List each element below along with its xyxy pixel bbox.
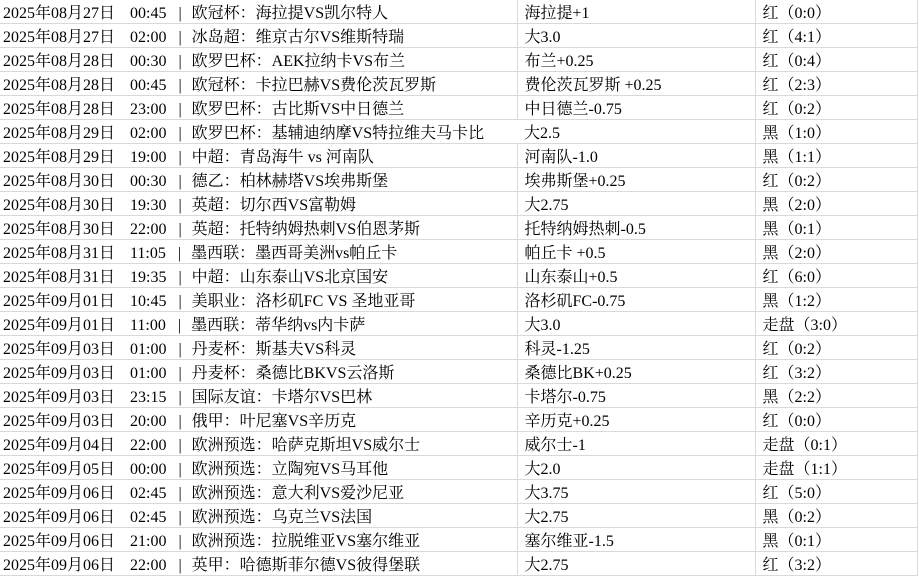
handicap-cell[interactable]: 辛历克+0.25 (517, 408, 755, 432)
match-name: 俄甲：叶尼塞VS辛历克 (191, 413, 357, 430)
handicap-cell[interactable]: 科灵-1.25 (517, 336, 755, 360)
table-row (0, 480, 917, 504)
match-name: 丹麦杯：斯基夫VS科灵 (191, 341, 357, 358)
match-info-cell[interactable] (0, 192, 517, 216)
handicap-cell[interactable]: 海拉提+1 (517, 0, 755, 24)
match-date: 2025年09月03日 (3, 389, 116, 406)
match-name: 英超：托特纳姆热刺VS伯恩茅斯 (191, 221, 421, 238)
match-date: 2025年09月06日 (3, 557, 116, 574)
handicap-cell[interactable]: 山东泰山+0.5 (517, 264, 755, 288)
result-cell[interactable]: 红（0:0） (755, 0, 917, 24)
match-time: 01:00 (130, 341, 167, 358)
separator: | (178, 149, 182, 166)
match-time: 00:30 (130, 53, 167, 70)
match-time: 19:35 (130, 269, 167, 286)
match-date: 2025年09月03日 (3, 413, 116, 430)
separator: | (178, 221, 182, 238)
separator: | (178, 413, 182, 430)
match-date: 2025年09月06日 (3, 533, 116, 550)
table-row (0, 504, 917, 528)
table-row (0, 48, 917, 72)
separator: | (178, 509, 182, 526)
match-info-cell[interactable] (0, 480, 517, 504)
match-name: 德乙：柏林赫塔VS埃弗斯堡 (191, 173, 389, 190)
match-date: 2025年08月29日 (3, 149, 116, 166)
match-name: 英超：切尔西VS富勒姆 (191, 197, 357, 214)
table-row (0, 360, 917, 384)
match-date: 2025年09月04日 (3, 437, 116, 454)
separator: | (178, 77, 182, 94)
table-row (0, 96, 917, 120)
match-time: 19:30 (130, 197, 167, 214)
match-time: 11:05 (130, 245, 166, 262)
separator: | (178, 269, 182, 286)
separator: | (177, 317, 182, 334)
table-row (0, 168, 917, 192)
match-info-cell[interactable] (0, 456, 517, 480)
handicap-cell[interactable]: 中日德兰-0.75 (517, 96, 755, 120)
match-info-cell[interactable] (0, 432, 517, 456)
match-time: 23:15 (130, 389, 167, 406)
table-row (0, 240, 917, 264)
match-time: 11:00 (130, 317, 166, 334)
match-info-cell[interactable] (0, 528, 517, 552)
separator: | (178, 365, 182, 382)
separator: | (178, 437, 182, 454)
separator: | (178, 485, 182, 502)
separator: | (178, 101, 182, 118)
separator: | (177, 245, 182, 262)
match-time: 00:45 (130, 77, 167, 94)
match-name: 欧罗巴杯：基辅迪纳摩VS特拉维夫马卡比 (191, 125, 485, 142)
table-row (0, 24, 917, 48)
table-row (0, 456, 917, 480)
result-cell[interactable]: 红（6:0） (755, 264, 917, 288)
match-time: 01:00 (130, 365, 167, 382)
match-time: 22:00 (130, 437, 167, 454)
match-name: 欧冠杯：卡拉巴赫VS费伦茨瓦罗斯 (191, 77, 437, 94)
match-name: 冰岛超：维京古尔VS维斯特瑞 (191, 29, 405, 46)
match-name: 丹麦杯：桑德比BKVS云洛斯 (191, 365, 395, 382)
handicap-cell[interactable]: 大3.0 (517, 24, 755, 48)
table-row (0, 120, 917, 144)
match-info-cell[interactable] (0, 24, 517, 48)
match-name: 欧洲预选：立陶宛VS马耳他 (191, 461, 389, 478)
table-row (0, 144, 917, 168)
match-time: 23:00 (130, 101, 167, 118)
table-row (0, 264, 917, 288)
match-time: 19:00 (130, 149, 167, 166)
handicap-cell[interactable]: 桑德比BK+0.25 (517, 360, 755, 384)
match-info-cell[interactable] (0, 240, 517, 264)
separator: | (178, 53, 182, 70)
separator: | (178, 197, 182, 214)
match-date: 2025年08月28日 (3, 101, 116, 118)
table-row (0, 192, 917, 216)
result-cell[interactable]: 红（5:0） (755, 480, 917, 504)
separator: | (178, 5, 182, 22)
result-cell[interactable]: 红（3:2） (755, 360, 917, 384)
match-date: 2025年08月28日 (3, 53, 116, 70)
match-date: 2025年08月30日 (3, 197, 116, 214)
match-date: 2025年08月28日 (3, 77, 116, 94)
match-date: 2025年08月27日 (3, 5, 116, 22)
result-cell[interactable]: 红（0:2） (755, 336, 917, 360)
match-time: 00:45 (130, 5, 167, 22)
separator: | (178, 533, 182, 550)
handicap-cell[interactable]: 布兰+0.25 (517, 48, 755, 72)
handicap-cell[interactable]: 大2.75 (517, 504, 755, 528)
table-row (0, 384, 917, 408)
match-info-cell[interactable] (0, 168, 517, 192)
match-name: 中超：青岛海牛 vs 河南队 (191, 149, 374, 166)
match-info-cell[interactable] (0, 288, 517, 312)
handicap-cell[interactable]: 大2.0 (517, 456, 755, 480)
result-cell[interactable]: 黑（0:1） (755, 216, 917, 240)
table-row (0, 336, 917, 360)
match-info-cell[interactable] (0, 408, 517, 432)
match-info-cell[interactable] (0, 72, 517, 96)
handicap-cell[interactable]: 大2.75 (517, 192, 755, 216)
match-name: 欧洲预选：拉脱维亚VS塞尔维亚 (191, 533, 421, 550)
match-name: 国际友谊：卡塔尔VS巴林 (191, 389, 373, 406)
table-row (0, 0, 917, 24)
result-cell[interactable]: 黑（1:2） (755, 288, 917, 312)
match-date: 2025年09月01日 (3, 293, 116, 310)
handicap-cell[interactable]: 大3.0 (517, 312, 755, 336)
table-row (0, 312, 917, 336)
result-cell[interactable]: 黑（0:1） (755, 528, 917, 552)
match-info-cell[interactable] (0, 48, 517, 72)
result-cell[interactable]: 黑（1:1） (755, 144, 917, 168)
table-row (0, 216, 917, 240)
handicap-cell[interactable]: 洛杉矶FC-0.75 (517, 288, 755, 312)
match-name: 欧洲预选：哈萨克斯坦VS威尔士 (191, 437, 421, 454)
match-time: 02:00 (130, 125, 167, 142)
match-info-cell[interactable] (0, 0, 517, 24)
result-cell[interactable]: 红（0:0） (755, 408, 917, 432)
match-name: 欧罗巴杯：古比斯VS中日德兰 (191, 101, 405, 118)
match-info-cell[interactable] (0, 264, 517, 288)
match-info-cell[interactable] (0, 96, 517, 120)
table-row (0, 528, 917, 552)
match-info-cell[interactable] (0, 360, 517, 384)
separator: | (178, 341, 182, 358)
handicap-cell[interactable]: 托特纳姆热刺-0.5 (517, 216, 755, 240)
separator: | (178, 293, 182, 310)
match-time: 02:45 (130, 509, 167, 526)
separator: | (178, 125, 182, 142)
match-name: 墨西联：墨西哥美洲vs帕丘卡 (191, 245, 398, 262)
handicap-cell[interactable]: 威尔士-1 (517, 432, 755, 456)
match-date: 2025年08月30日 (3, 173, 116, 190)
match-date: 2025年08月29日 (3, 125, 116, 142)
result-cell[interactable]: 走盘（1:1） (755, 456, 917, 480)
match-info-cell[interactable] (0, 144, 517, 168)
match-info-cell[interactable] (0, 312, 517, 336)
handicap-cell[interactable]: 埃弗斯堡+0.25 (517, 168, 755, 192)
table-row (0, 408, 917, 432)
match-name: 美职业：洛杉矶FC VS 圣地亚哥 (191, 293, 416, 310)
result-cell[interactable]: 黑（2:0） (755, 240, 917, 264)
match-info-cell[interactable] (0, 552, 517, 576)
match-time: 02:00 (130, 29, 167, 46)
handicap-cell[interactable]: 塞尔维亚-1.5 (517, 528, 755, 552)
handicap-cell[interactable]: 大2.5 (517, 120, 755, 144)
match-info-cell[interactable] (0, 504, 517, 528)
result-cell[interactable]: 红（4:1） (755, 24, 917, 48)
match-date: 2025年09月05日 (3, 461, 116, 478)
match-name: 英甲：哈德斯菲尔德VS彼得堡联 (191, 557, 421, 574)
result-cell[interactable]: 走盘（0:1） (755, 432, 917, 456)
result-cell[interactable]: 红（0:2） (755, 168, 917, 192)
table-row (0, 288, 917, 312)
result-cell[interactable]: 黑（2:2） (755, 384, 917, 408)
match-date: 2025年08月27日 (3, 29, 116, 46)
match-date: 2025年08月31日 (3, 245, 116, 262)
match-time: 21:00 (130, 533, 167, 550)
result-cell[interactable]: 红（0:2） (755, 96, 917, 120)
match-time: 00:30 (130, 173, 167, 190)
separator: | (178, 557, 182, 574)
separator: | (178, 29, 182, 46)
match-name: 欧冠杯：海拉提VS凯尔特人 (191, 5, 389, 22)
match-time: 22:00 (130, 557, 167, 574)
separator: | (178, 389, 182, 406)
match-time: 00:00 (130, 461, 167, 478)
match-date: 2025年09月01日 (3, 317, 116, 334)
match-name: 中超：山东泰山VS北京国安 (191, 269, 389, 286)
handicap-cell[interactable]: 帕丘卡 +0.5 (517, 240, 755, 264)
match-name: 欧罗巴杯：AEK拉纳卡VS布兰 (191, 53, 406, 70)
match-info-cell[interactable] (0, 120, 517, 144)
match-time: 02:45 (130, 485, 167, 502)
match-date: 2025年09月03日 (3, 341, 116, 358)
match-info-cell[interactable] (0, 336, 517, 360)
table-row (0, 552, 917, 576)
result-cell[interactable]: 黑（2:0） (755, 192, 917, 216)
separator: | (178, 173, 182, 190)
handicap-cell[interactable]: 卡塔尔-0.75 (517, 384, 755, 408)
handicap-cell[interactable]: 大2.75 (517, 552, 755, 576)
match-info-cell[interactable] (0, 216, 517, 240)
table-row (0, 72, 917, 96)
match-name: 墨西联：蒂华纳vs内卡萨 (191, 317, 366, 334)
result-cell[interactable]: 红（2:3） (755, 72, 917, 96)
match-time: 20:00 (130, 413, 167, 430)
match-name: 欧洲预选：意大利VS爱沙尼亚 (191, 485, 405, 502)
result-cell[interactable]: 黑（0:2） (755, 504, 917, 528)
result-cell[interactable]: 红（0:4） (755, 48, 917, 72)
result-cell[interactable]: 黑（1:0） (755, 120, 917, 144)
separator: | (178, 461, 182, 478)
result-cell[interactable]: 走盘（3:0） (755, 312, 917, 336)
match-date: 2025年08月30日 (3, 221, 116, 238)
handicap-cell[interactable]: 大3.75 (517, 480, 755, 504)
match-date: 2025年09月06日 (3, 509, 116, 526)
match-date: 2025年09月03日 (3, 365, 116, 382)
match-time: 10:45 (130, 293, 167, 310)
match-date: 2025年08月31日 (3, 269, 116, 286)
match-name: 欧洲预选：乌克兰VS法国 (191, 509, 373, 526)
result-cell[interactable]: 红（3:2） (755, 552, 917, 576)
match-date: 2025年09月06日 (3, 485, 116, 502)
match-info-cell[interactable] (0, 384, 517, 408)
handicap-cell[interactable]: 费伦茨瓦罗斯 +0.25 (517, 72, 755, 96)
handicap-cell[interactable]: 河南队-1.0 (517, 144, 755, 168)
match-time: 22:00 (130, 221, 167, 238)
table-row (0, 432, 917, 456)
